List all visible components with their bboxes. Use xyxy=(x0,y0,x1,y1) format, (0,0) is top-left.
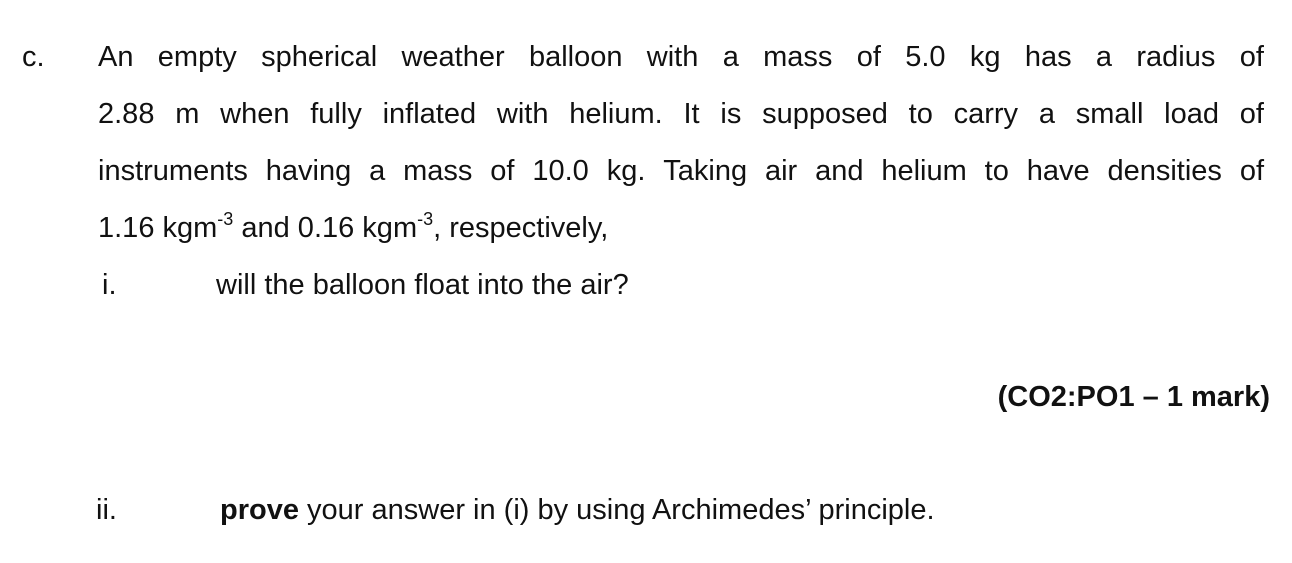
word: with xyxy=(646,41,699,73)
sub-question-i-label: i. xyxy=(102,269,117,301)
density-helium: and 0.16 kgm xyxy=(233,212,418,244)
respectively-text: , respectively, xyxy=(433,212,609,244)
word: a xyxy=(722,41,739,73)
word: 2.88 xyxy=(98,98,155,130)
word: spherical xyxy=(261,41,378,73)
word: has xyxy=(1024,41,1072,73)
word: It xyxy=(683,98,700,130)
sub-question-i-text: will the balloon float into the air? xyxy=(216,269,629,301)
density-helium-exponent: -3 xyxy=(417,209,434,229)
word: kg xyxy=(969,41,1001,73)
word: having xyxy=(265,155,352,187)
word: a xyxy=(1038,98,1055,130)
density-air-exponent: -3 xyxy=(217,209,234,229)
word: inflated xyxy=(382,98,477,130)
word: fully xyxy=(310,98,362,130)
word: radius xyxy=(1136,41,1216,73)
prove-keyword: prove xyxy=(220,494,299,526)
word: of xyxy=(1239,98,1264,130)
word: mass xyxy=(403,155,473,187)
word: to xyxy=(908,98,933,130)
word: of xyxy=(490,155,515,187)
word: helium. xyxy=(569,98,663,130)
word: a xyxy=(369,155,386,187)
word: and xyxy=(815,155,864,187)
word: Taking xyxy=(663,155,748,187)
word: weather xyxy=(401,41,505,73)
word: of xyxy=(856,41,881,73)
word: of xyxy=(1239,155,1264,187)
sub-question-ii-body: your answer in (i) by using Archimedes’ principle. xyxy=(298,494,935,526)
word: a xyxy=(1095,41,1113,73)
word: load xyxy=(1164,98,1219,130)
word: is xyxy=(720,98,742,130)
word: to xyxy=(984,155,1009,187)
word: mass xyxy=(763,41,833,73)
word: instruments xyxy=(98,155,248,187)
word: 5.0 xyxy=(905,41,946,73)
density-air: 1.16 kgm xyxy=(98,212,218,244)
question-line-2 xyxy=(98,98,1264,131)
word: air xyxy=(764,155,798,187)
question-label: c. xyxy=(22,41,45,73)
word: carry xyxy=(953,98,1019,130)
word: supposed xyxy=(762,98,888,130)
question-line-1 xyxy=(98,41,1264,74)
word: with xyxy=(496,98,549,130)
word: have xyxy=(1026,155,1090,187)
marks-allocation: (CO2:PO1 – 1 mark) xyxy=(997,381,1270,413)
question-line-3 xyxy=(98,155,1264,188)
word: of xyxy=(1239,41,1264,73)
sub-question-ii-label: ii. xyxy=(96,494,117,526)
word: m xyxy=(175,98,200,130)
word: balloon xyxy=(528,41,623,73)
word: kg. xyxy=(606,155,646,187)
word: An xyxy=(98,41,134,73)
word: empty xyxy=(157,41,237,73)
word: helium xyxy=(881,155,967,187)
word: small xyxy=(1075,98,1144,130)
question-line-4 xyxy=(98,209,609,245)
word: densities xyxy=(1107,155,1222,187)
word: when xyxy=(220,98,290,130)
sub-question-ii-text xyxy=(220,494,935,527)
word: 10.0 xyxy=(532,155,589,187)
